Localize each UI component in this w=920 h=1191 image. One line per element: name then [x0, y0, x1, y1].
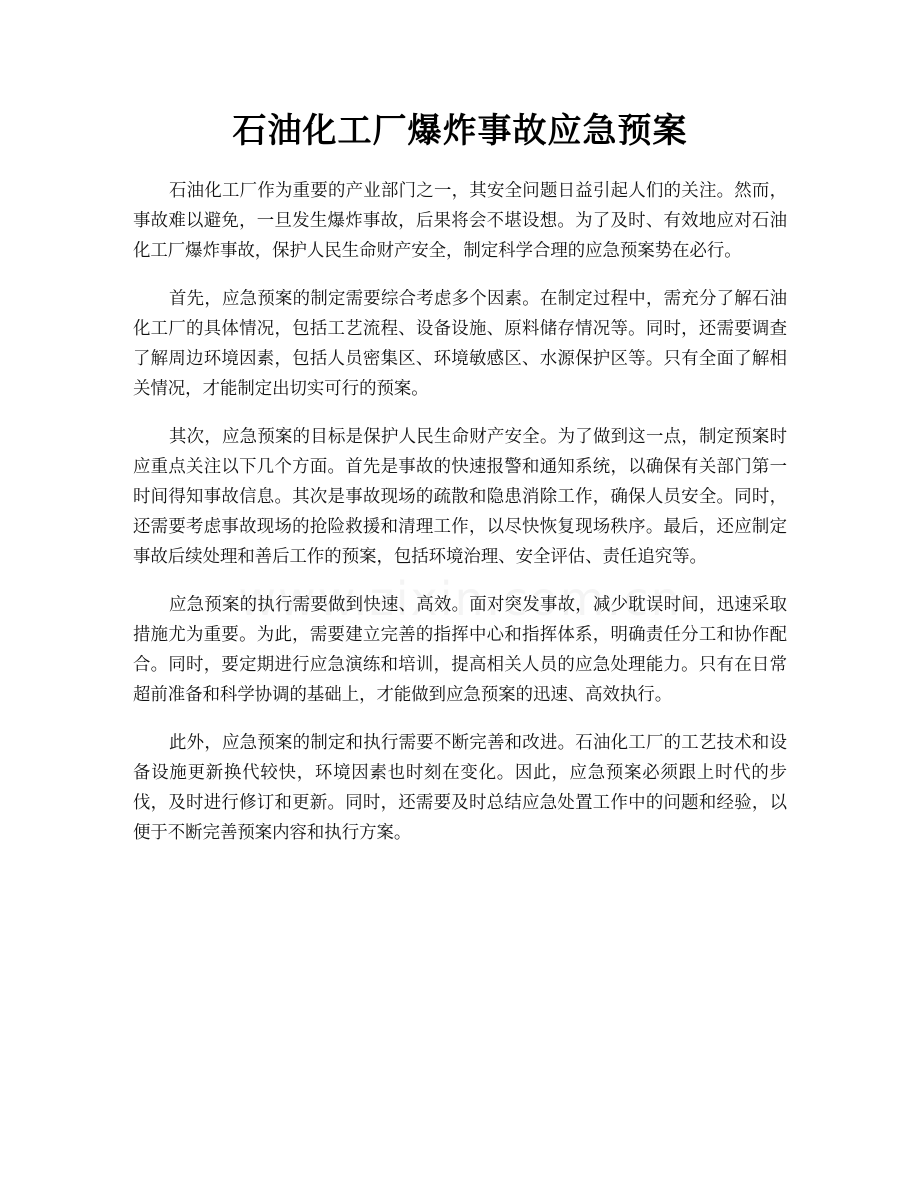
- paragraph-4: 应急预案的执行需要做到快速、高效。面对突发事故，减少耽误时间，迅速采取措施尤为重要。为此，需要建立完善的指挥中心和指挥体系，明确责任分工和协作配合。同时，要定期进行应急演练和培训，提高相关人员的应急处理能力。只有在日常超前准备和科学协调的基础上，才能做到应急预案的迅速、高效执行。: [133, 595, 787, 705]
- paragraph-5: 此外，应急预案的制定和执行需要不断完善和改进。石油化工厂的工艺技术和设备设施更新换代较快，环境因素也时刻在变化。因此，应急预案必须跟上时代的步伐，及时进行修订和更新。同时，还需要及时总结应急处置工作中的问题和经验，以便于不断完善预案内容和执行方案。: [133, 733, 787, 843]
- paragraph-1: 石油化工厂作为重要的产业部门之一，其安全问题日益引起人们的关注。然而，事故难以避免，一旦发生爆炸事故，后果将会不堪设想。为了及时、有效地应对石油化工厂爆炸事故，保护人民生命财产安全，制定科学合理的应急预案势在必行。: [133, 181, 787, 261]
- paragraph-2: 首先，应急预案的制定需要综合考虑多个因素。在制定过程中，需充分了解石油化工厂的具体情况，包括工艺流程、设备设施、原料储存情况等。同时，还需要调查了解周边环境因素，包括人员密集区、环境敏感区、水源保护区等。只有全面了解相关情况，才能制定出切实可行的预案。: [133, 289, 787, 399]
- page-title: 石油化工厂爆炸事故应急预案: [232, 111, 688, 151]
- paragraph-3: 其次，应急预案的目标是保护人民生命财产安全。为了做到这一点，制定预案时应重点关注以下几个方面。首先是事故的快速报警和通知系统，以确保有关部门第一时间得知事故信息。其次是事故现场的疏散和隐患消除工作，确保人员安全。同时，还需要考虑事故现场的抢险救援和清理工作，以尽快恢复现场秩序。最后，还应制定事故后续处理和善后工作的预案，包括环境治理、安全评估、责任追究等。: [133, 427, 787, 567]
- document-body: [133, 176, 787, 866]
